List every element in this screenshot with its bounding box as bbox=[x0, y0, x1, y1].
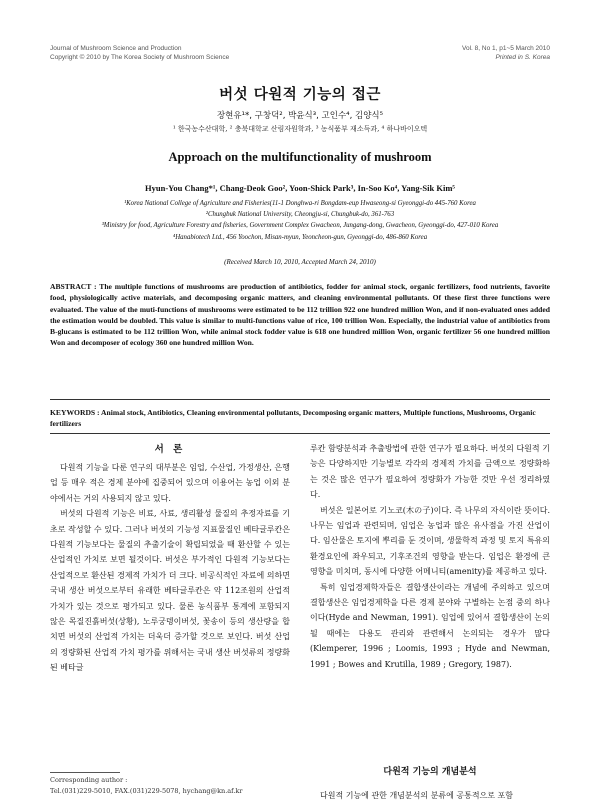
divider bbox=[50, 399, 550, 400]
affiliation-4: ⁴Hanabiotech Ltd., 456 Yoochon, Misan-myun, Yeoncheon-gun, Gyeonggi-do, 486-860 Korea bbox=[172, 233, 428, 241]
english-title: Approach on the multifunctionality of mushroom bbox=[168, 150, 432, 164]
english-authors: Hyun-You Chang*¹, Chang-Deok Goo², Yoon-Shick Park³, In-Soo Ko⁴, Yang-Sik Kim⁵ bbox=[145, 183, 455, 193]
paragraph: 버섯은 일본어로 기노코(木の子)이다. 즉 나무의 자식이란 뜻이다. 나무는 임업과 관련되며, 임업은 농업과 많은 유사점을 가진 산업이다. 임산물은 토지에 뿌리를 둔 것이며, 생물학적 과정 및 토지 특유의 환경요인에 좌우되고, 기후조건의 영향을 받는다. 임업은 환경에 큰 영향을 미치며, 동시에 다양한 어메니티(amenity)를 제공하고 있다. bbox=[310, 505, 550, 577]
left-column bbox=[50, 460, 290, 676]
footnote-contact: Tel.(031)229-5010, FAX.(031)229-5078, hychang@kn.af.kr bbox=[50, 787, 243, 795]
keywords: KEYWORDS : Animal stock, Antibiotics, Cleaning environmental pollutants, Decomposing organic matters, Multiple functions, Mushrooms, Organic fertilizers bbox=[50, 408, 536, 429]
english-affiliations bbox=[40, 198, 560, 243]
copyright-line: Copyright © 2010 by The Korea Society of Mushroom Science bbox=[50, 54, 230, 61]
affiliation-3: ³Ministry for food, Agriculture Forestry and fisheries, Government Complex Gwacheon, Jungang-dong, Gwacheon, Gyeonggi-do, 427-010 Korea bbox=[101, 222, 499, 230]
journal-name: Journal of Mushroom Science and Production bbox=[50, 45, 182, 52]
volume-header bbox=[462, 44, 550, 62]
affiliation-1: ¹Korea National College of Agriculture and Fisheries(11-1 Donghwa-ri Bongdam-eup Hwaseong-si Gyeonggi-do 445-760 Korea bbox=[124, 200, 476, 207]
footnote-label: Corresponding author : bbox=[50, 776, 128, 784]
paragraph: 다원적 기능에 관한 개념분석의 분류에 공통적으로 포함 bbox=[320, 791, 513, 800]
journal-header bbox=[50, 44, 229, 62]
volume-info: Vol. 8, No 1, p1~5 March 2010 bbox=[462, 45, 550, 52]
korean-title: 버섯 다원적 기능의 접근 bbox=[219, 87, 381, 103]
section-heading-concept: 다원적 기능의 개념분석 bbox=[383, 767, 477, 777]
korean-affiliations: ¹ 한국농수산대학, ² 충북대학교 산림자원학과, ³ 농식품부 재소득과, ⁴ 하나바이오텍 bbox=[172, 125, 428, 133]
paragraph: 특히 임업경제학자들은 결합생산이라는 개념에 주의하고 있으며 결합생산은 임업경제학을 다른 경제 분야와 구별하는 논점 중의 하나이다(Hyde and Newman, 1991). 임업에 있어서 결합생산이 논의될 때에는 다용도 관리와 관련해서 논의되는 경우가 많다(Klemperer, 1996 ; Loomis, 1993 ; Hyde and Newman, 1991 ; Bowes and Krutilla, 1989 ; Gregory, 1987). bbox=[310, 582, 550, 669]
paragraph: 버섯의 다원적 기능은 비료, 사료, 생리활성 물질의 추정자료를 기초로 작성할 수 있다. 그러나 버섯의 기능성 지표물질인 베타글루칸은 다원적 기능보다는 물질의 추출기술이 확립되었을 때 환산할 수 있는 산업적인 가치로 보면 될것이다. 버섯은 부가적인 다원적 기능보다는 산업적으로 환산된 경제적 가치가 더 크다. 비공식적인 자료에 의하면 국내 생산 버섯으로부터 유래한 베타글루칸은 약 112조원의 산업적 가치가 있는 것으로 평가되고 있다. 물론 농식품부 통계에 포함되지 않은 목질진흙버섯(상황), 노루궁뎅이버섯, 꽃송이 등의 생산량을 합치면 버섯의 산업적 가치는 더욱더 증가할 것으로 보인다. 버섯 산업의 정량화된 산업적 가치 평가를 위해서는 국내 생산 버섯류의 정량화된 베타글 bbox=[50, 509, 290, 673]
printed-in: Printed in S. Korea bbox=[495, 54, 550, 61]
abstract: ABSTRACT : The multiple functions of mushrooms are production of antibiotics, fodder for animal stock, organic fertilizers, food nutrients, favorite food, physiologically active materials, and decomposing organic matters, and cleaning environmental pollutants. Of these first three functions were evaluated. The value of the muti-functions of mushrooms were estimated to be 112 trillion 922 one hundred million Won, and if non-evaluated ones added the estimation would be doubled. This value is similar to multi-functions value of rice, 100 trillion Won. Especially, the industrial value of antibiotics from B-glucans is estimated to be 112 trillion Won, while animal stock fodder value is 618 one hundred million Won, organic fertilizer 56 one hundred million Won and decomposer of ecology 360 one hundred million Won. bbox=[50, 282, 550, 348]
received-date: (Received March 10, 2010, Accepted March 24, 2010) bbox=[224, 258, 376, 266]
section-heading-introduction: 서 론 bbox=[154, 444, 186, 455]
affiliation-2: ²Chungbuk National University, Cheongju-si, Chungbuk-do, 361-763 bbox=[205, 211, 395, 219]
korean-authors: 장현유¹*, 구창덕², 박윤식³, 고인수⁴, 김양식⁵ bbox=[216, 111, 384, 121]
footnote-divider bbox=[50, 772, 120, 773]
right-column bbox=[310, 441, 550, 672]
divider bbox=[50, 433, 550, 434]
paragraph: 다원적 기능을 다룬 연구의 대부분은 임업, 수산업, 가정생산, 은행업 등 매우 적은 경제 분야에 집중되어 있으며 이용어는 농업 이외 분야에서는 거의 사용되지 않고 있다. bbox=[50, 463, 290, 503]
paragraph: 루칸 함량분석과 추출방법에 관한 연구가 필요하다. 버섯의 다원적 기능은 다양하지만 기능별로 각각의 경제적 가치를 금액으로 정량화하는 것은 많은 연구가 필요하여 정량화가 가능한 것만 우선 정리하였다. bbox=[310, 444, 550, 500]
